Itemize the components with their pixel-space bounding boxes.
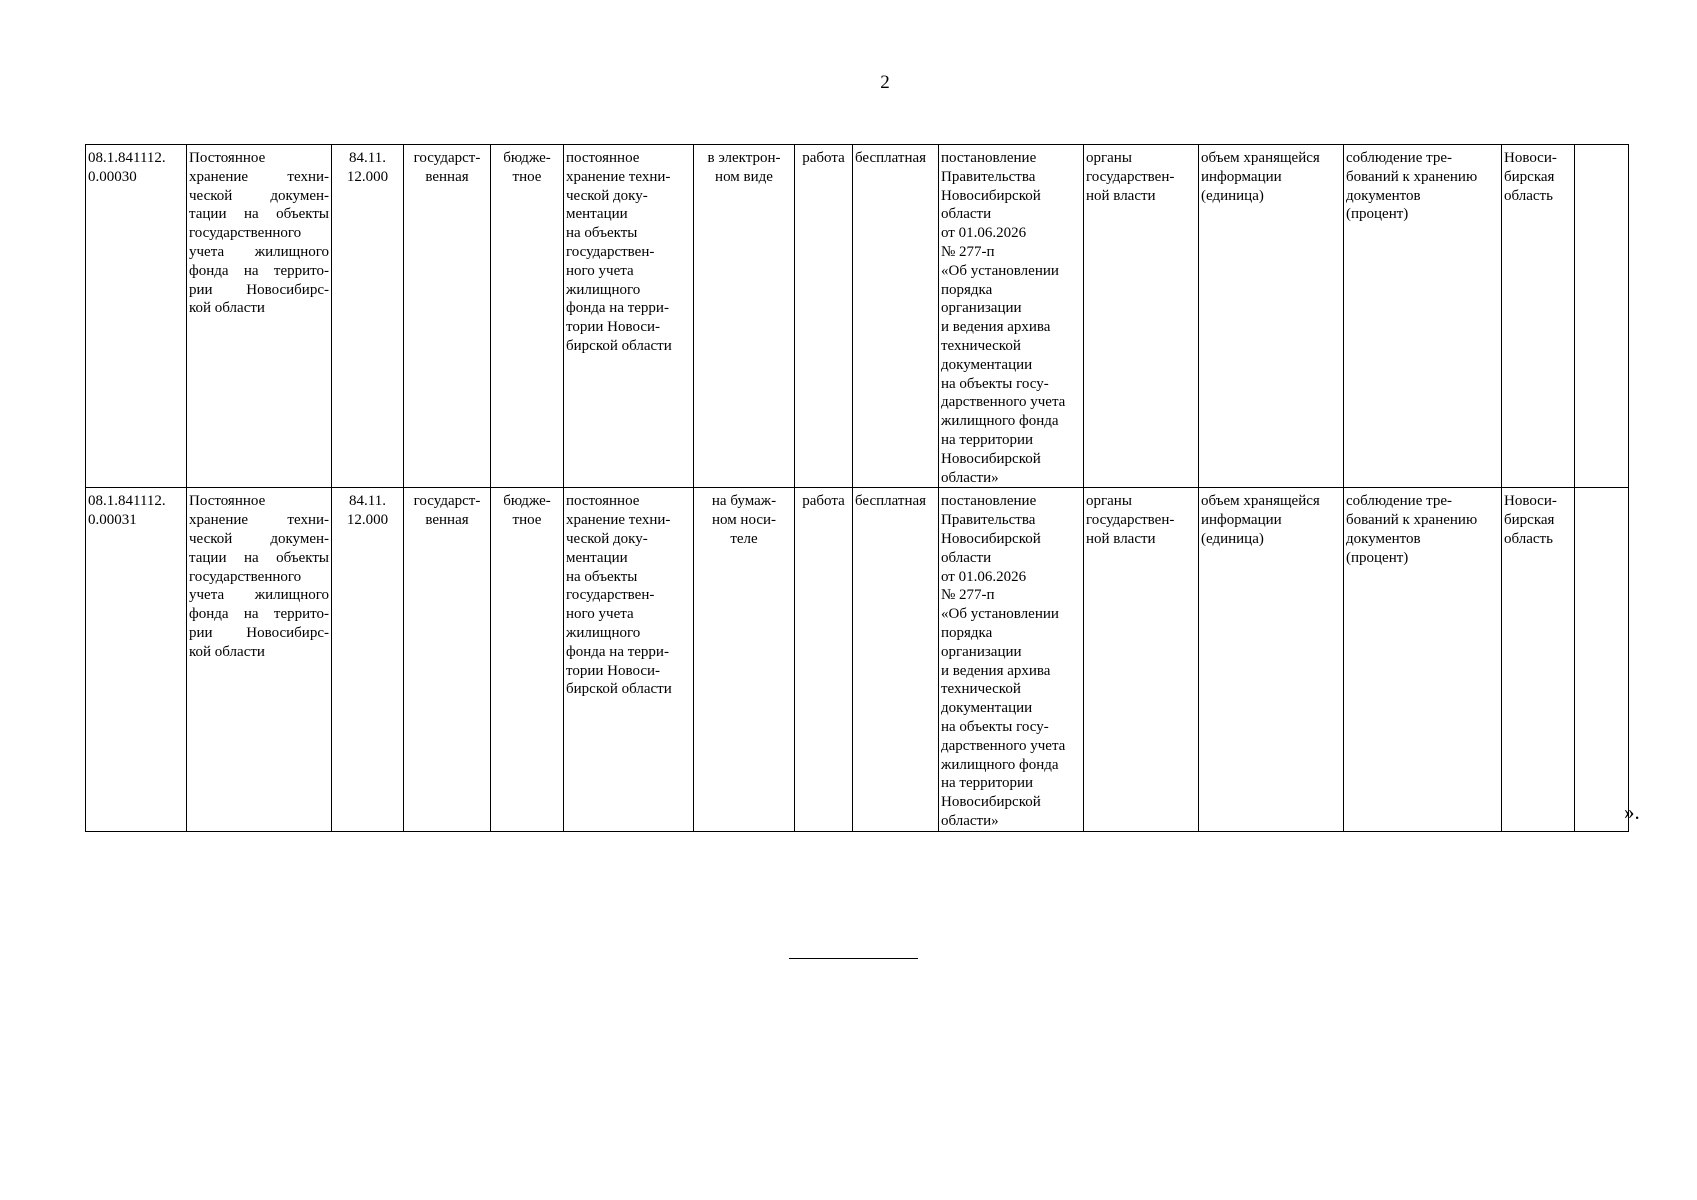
cell-line: ментации [566, 549, 628, 566]
cell-line: в электрон- [707, 150, 781, 166]
cell-extra [1575, 488, 1629, 831]
cell-service-type [795, 488, 853, 831]
cell-line: на объекты госу- [941, 375, 1049, 392]
cell-line: Правительства [941, 168, 1036, 185]
cell-line: теле [730, 530, 758, 547]
cell-line: (единица) [1201, 530, 1264, 547]
cell-line: № 277-п [941, 243, 995, 260]
cell-line: работа [802, 493, 845, 510]
cell-line: тории Новоси- [566, 319, 661, 336]
cell-line: рии Новосибирс- [189, 624, 329, 641]
cell-delivery-form [694, 488, 795, 831]
cell-line: и ведения архива [941, 662, 1051, 679]
cell-line: постановление [941, 150, 1037, 166]
registry-body [86, 145, 1629, 832]
cell-line: на объекты [566, 225, 638, 242]
cell-volume-indicator [1199, 488, 1344, 831]
cell-line: жилищного [566, 281, 641, 298]
cell-line: 12.000 [346, 512, 389, 529]
cell-line: объем хранящейся [1201, 150, 1320, 166]
cell-extra [1575, 145, 1629, 488]
cell-consumer-category [1084, 488, 1199, 831]
cell-line: области» [941, 469, 999, 486]
cell-line: Новоси- [1504, 493, 1557, 510]
cell-line: организации [941, 643, 1022, 660]
cell-line: ного учета [566, 262, 634, 279]
cell-line: бесплатная [855, 493, 927, 510]
cell-line: бесплатная [855, 150, 927, 166]
cell-line: Постоянное [189, 150, 266, 166]
cell-line: области [941, 206, 992, 223]
cell-line: на бумаж- [711, 493, 777, 510]
cell-line: бирская [1504, 168, 1555, 185]
cell-line: фонда на терри- [566, 643, 669, 660]
cell-line: бирская [1504, 512, 1555, 529]
cell-line: органы [1086, 150, 1132, 166]
cell-line: соблюдение тре- [1346, 150, 1452, 166]
cell-payment-terms [853, 145, 939, 488]
cell-line: ном носи- [711, 512, 777, 529]
cell-okved-code [332, 488, 404, 831]
cell-line: жилищного фонда [941, 756, 1059, 773]
cell-line: области» [941, 812, 999, 829]
cell-line: 08.1.841112. [88, 150, 166, 166]
cell-line: дарственного учета [941, 394, 1066, 411]
end-rule [789, 958, 918, 959]
cell-line: учета жилищного [189, 243, 329, 260]
cell-line: Постоянное [189, 493, 266, 510]
cell-line: порядка [941, 281, 993, 298]
cell-line: кой области [189, 643, 265, 660]
cell-line: документов [1346, 530, 1421, 547]
cell-line: рии Новосибирс- [189, 281, 329, 298]
cell-line: 0.00031 [88, 512, 137, 529]
cell-line: учета жилищного [189, 587, 329, 604]
cell-line: хранение техни- [566, 512, 671, 529]
cell-line: бирской области [566, 337, 672, 354]
cell-line: ческой докумен- [189, 530, 329, 547]
cell-line: государст- [413, 493, 481, 510]
cell-quality-indicator [1344, 145, 1502, 488]
cell-line: ментации [566, 206, 628, 223]
cell-payment-terms [853, 488, 939, 831]
cell-line: государствен- [566, 243, 655, 260]
cell-line: «Об установлении [941, 606, 1059, 623]
cell-ownership [404, 488, 491, 831]
cell-line: на территории [941, 775, 1034, 792]
cell-line: хранение техни- [189, 512, 329, 529]
cell-line: ного учета [566, 606, 634, 623]
cell-line: технической [941, 681, 1021, 698]
table-row [86, 488, 1629, 831]
cell-line: бирской области [566, 681, 672, 698]
cell-funding-source [491, 145, 564, 488]
cell-registry-code [86, 145, 187, 488]
cell-line: «Об установлении [941, 262, 1059, 279]
cell-line: ческой докумен- [189, 187, 329, 204]
cell-line: Новосибирской [941, 530, 1041, 547]
cell-line: тации на объекты [189, 206, 329, 223]
cell-line: бований к хранению [1346, 512, 1478, 529]
cell-line: ном виде [715, 168, 773, 185]
cell-line: информации [1201, 512, 1282, 529]
services-registry-table [85, 144, 1629, 832]
cell-line: документации [941, 700, 1033, 717]
cell-line: Новосибирской [941, 450, 1041, 467]
cell-line: на объекты [566, 568, 638, 585]
cell-line: венная [425, 512, 469, 529]
cell-line: область [1504, 187, 1553, 204]
cell-service-type [795, 145, 853, 488]
cell-line: информации [1201, 168, 1282, 185]
cell-service-content [564, 145, 694, 488]
cell-line: от 01.06.2026 [941, 568, 1027, 585]
cell-line: тное [512, 168, 542, 185]
cell-line: бований к хранению [1346, 168, 1478, 185]
cell-service-name [187, 488, 332, 831]
cell-line: 0.00030 [88, 168, 137, 185]
cell-line: тное [512, 512, 542, 529]
cell-territory [1502, 145, 1575, 488]
cell-line: фонда на террито- [189, 262, 329, 279]
cell-territory [1502, 488, 1575, 831]
cell-line: хранение техни- [189, 168, 329, 185]
cell-line: (единица) [1201, 187, 1264, 204]
cell-registry-code [86, 488, 187, 831]
cell-line: ной власти [1086, 187, 1156, 204]
cell-line: органы [1086, 493, 1132, 510]
cell-consumer-category [1084, 145, 1199, 488]
cell-line: область [1504, 530, 1553, 547]
cell-delivery-form [694, 145, 795, 488]
cell-line: документов [1346, 187, 1421, 204]
cell-line: государст- [413, 150, 481, 166]
cell-line: работа [802, 150, 845, 166]
closing-quote: ». [1624, 800, 1640, 824]
cell-line: и ведения архива [941, 319, 1051, 336]
cell-line: 08.1.841112. [88, 493, 166, 510]
cell-line: на объекты госу- [941, 718, 1049, 735]
cell-line: постановление [941, 493, 1037, 510]
cell-line: Новоси- [1504, 150, 1557, 166]
cell-line: 12.000 [346, 168, 389, 185]
cell-line: постоянное [566, 493, 640, 510]
cell-service-content [564, 488, 694, 831]
cell-line: ной власти [1086, 530, 1156, 547]
cell-line: государственного [189, 225, 302, 242]
cell-line: государственного [189, 568, 302, 585]
cell-line: 84.11. [349, 150, 386, 166]
cell-service-name [187, 145, 332, 488]
cell-line: (процент) [1346, 206, 1409, 223]
cell-line: тории Новоси- [566, 662, 661, 679]
cell-line: кой области [189, 300, 265, 317]
cell-line: венная [425, 168, 469, 185]
cell-line: области [941, 549, 992, 566]
cell-line: тации на объекты [189, 549, 329, 566]
cell-line: Новосибирской [941, 794, 1041, 811]
cell-volume-indicator [1199, 145, 1344, 488]
cell-line: ческой доку- [566, 530, 648, 547]
cell-okved-code [332, 145, 404, 488]
cell-line: государствен- [1086, 168, 1175, 185]
cell-line: Новосибирской [941, 187, 1041, 204]
cell-line: № 277-п [941, 587, 995, 604]
cell-line: бюдже- [503, 150, 551, 166]
cell-line: на территории [941, 431, 1034, 448]
cell-line: жилищного [566, 624, 641, 641]
cell-line: государствен- [1086, 512, 1175, 529]
cell-line: фонда на терри- [566, 300, 669, 317]
cell-line: соблюдение тре- [1346, 493, 1452, 510]
cell-line: ческой доку- [566, 187, 648, 204]
cell-line: государствен- [566, 587, 655, 604]
cell-line: документации [941, 356, 1033, 373]
cell-line: фонда на террито- [189, 606, 329, 623]
cell-line: от 01.06.2026 [941, 225, 1027, 242]
cell-line: постоянное [566, 150, 640, 166]
cell-line: организации [941, 300, 1022, 317]
cell-line: 84.11. [349, 493, 386, 510]
cell-quality-indicator [1344, 488, 1502, 831]
cell-line: технической [941, 337, 1021, 354]
cell-legal-basis [939, 145, 1084, 488]
cell-legal-basis [939, 488, 1084, 831]
table-row [86, 145, 1629, 488]
cell-line: дарственного учета [941, 737, 1066, 754]
cell-funding-source [491, 488, 564, 831]
cell-line: порядка [941, 624, 993, 641]
cell-line: жилищного фонда [941, 413, 1059, 430]
cell-ownership [404, 145, 491, 488]
cell-line: бюдже- [503, 493, 551, 510]
cell-line: объем хранящейся [1201, 493, 1320, 510]
cell-line: (процент) [1346, 549, 1409, 566]
cell-line: хранение техни- [566, 168, 671, 185]
page-number: 2 [880, 72, 890, 93]
cell-line: Правительства [941, 512, 1036, 529]
